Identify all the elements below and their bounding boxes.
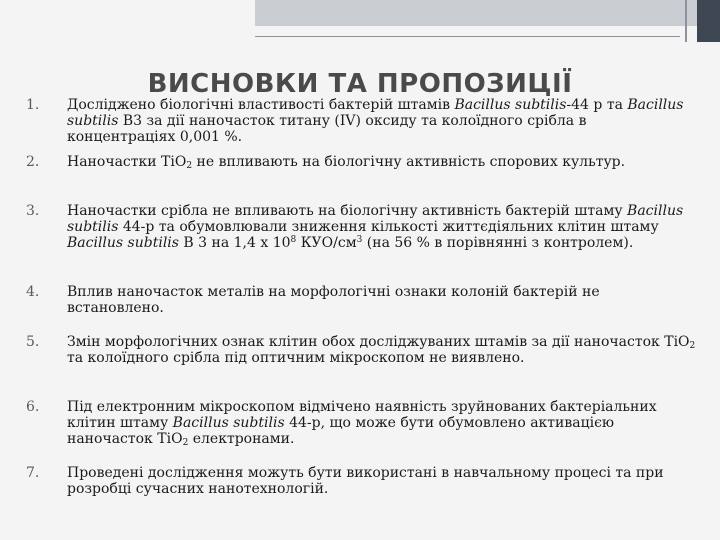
- item-text: Наночастки TiO$_2$ не впливають на біологічну активність спорових культур.: [67, 154, 626, 171]
- list-item: [0, 154, 720, 203]
- list-item: [0, 284, 720, 334]
- item-number: 4.: [26, 284, 40, 300]
- item-text: Досліджено біологічні властивості бактерій штамів Bacillus subtilis-44 р та Bacillus subtilis В3 за дії наночасток титану (IV) оксиду та колоїдного срібла в концентраціях 0,001 %.: [67, 97, 684, 145]
- slide-title: ВИСНОВКИ ТА ПРОПОЗИЦІЇ: [147, 69, 573, 100]
- item-number: 5.: [26, 334, 40, 350]
- item-text: Проведені дослідження можуть бути використані в навчальному процесі та при розробці сучасних нанотехнологій.: [67, 465, 664, 497]
- item-number: 7.: [26, 465, 40, 481]
- item-number: 2.: [26, 154, 40, 170]
- item-number: 3.: [26, 203, 40, 219]
- list-item: [0, 334, 720, 399]
- item-text: Змін морфологічних ознак клітин обох досліджуваних штамів за дії наночасток TiO$_2$ та колоїдного срібла під оптичним мікроскопом не виявлено.: [67, 334, 696, 366]
- decor-band-dark: [697, 0, 720, 42]
- decor-line-horizontal: [255, 36, 680, 37]
- decor-line-vertical: [685, 0, 687, 42]
- header-decoration: [255, 0, 720, 42]
- list-item: [0, 399, 720, 465]
- item-number: 1.: [26, 97, 40, 113]
- item-text: Під електронним мікроскопом відмічено наявність зруйнованих бактеріальних клітин штаму Bacillus subtilis 44-р, що може бути обумовлено активацією наночасток TiO$_2$ електронами.: [67, 399, 657, 448]
- item-text: Наночастки срібла не впливають на біологічну активність бактерій штаму Bacillus subtilis 44-р та обумовлювали зниження кількості життєдіяльних клітин штаму Bacillus subtilis В 3 на 1,4 х $10^8$ КУО/$см^3$ (на 56 % в порівнянні з контролем).: [67, 203, 684, 251]
- list-item: [0, 97, 720, 154]
- list-item: [0, 465, 720, 505]
- item-number: 6.: [26, 399, 40, 415]
- decor-band-light: [255, 0, 720, 26]
- conclusions-list: [0, 97, 720, 505]
- list-item: [0, 203, 720, 284]
- item-text: Вплив наночасток металів на морфологічні ознаки колоній бактерій не встановлено.: [67, 284, 600, 316]
